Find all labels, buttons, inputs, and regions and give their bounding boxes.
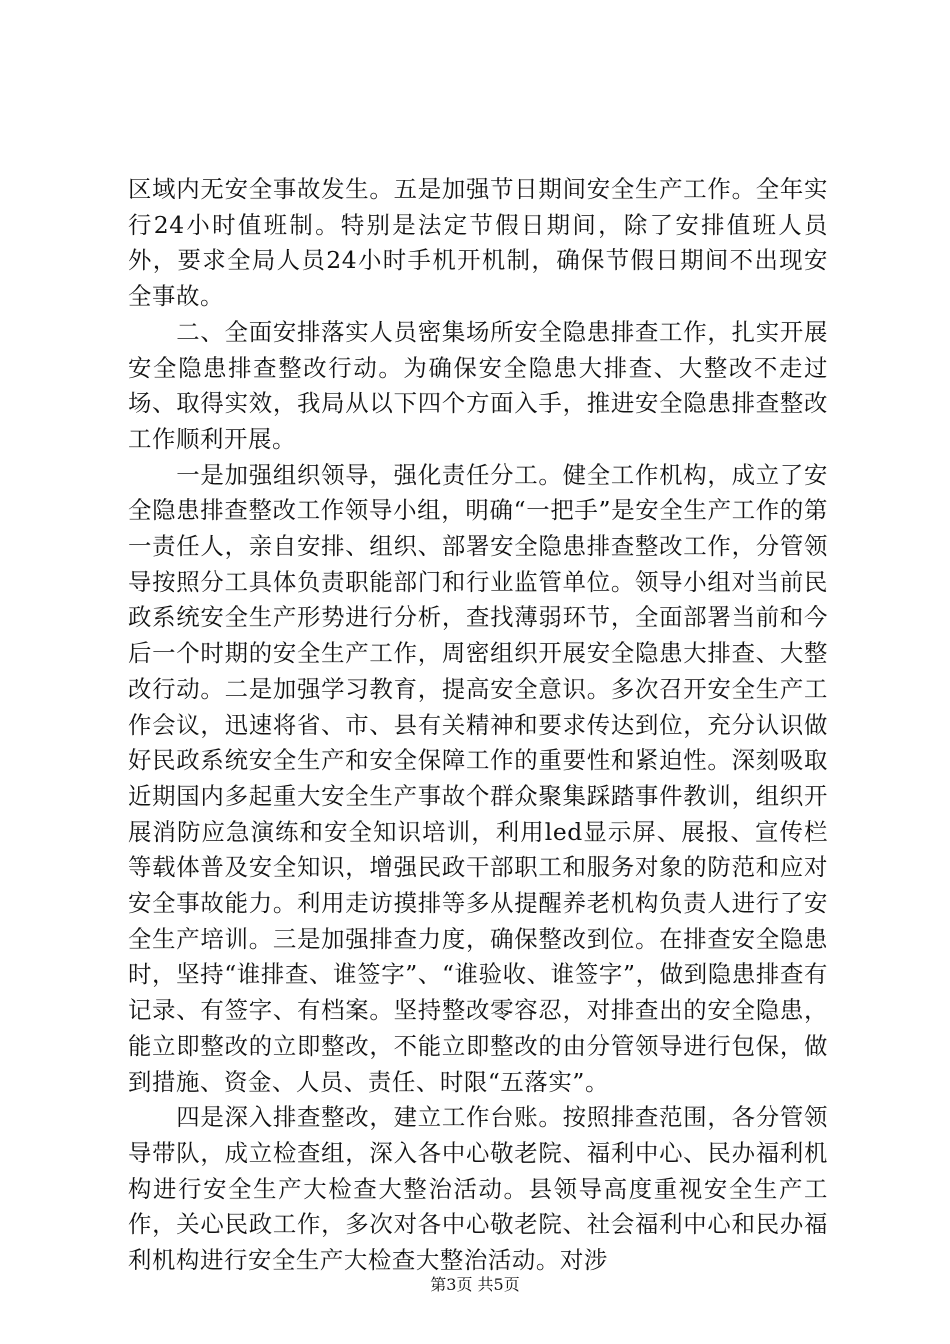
paragraph-2: 二、全面安排落实人员密集场所安全隐患排查工作，扎实开展安全隐患排查整改行动。为确保安全隐患大排查、大整改不走过场、取得实效，我局从以下四个方面入手，推进安全隐患排查整改工作顺利开展。 bbox=[128, 317, 828, 453]
document-body bbox=[128, 172, 828, 1279]
paragraph-1: 区域内无安全事故发生。五是加强节日期间安全生产工作。全年实行24小时值班制。特别是法定节假日期间，除了安排值班人员外，要求全局人员24小时手机开机制，确保节假日期间不出现安全事故。 bbox=[128, 175, 828, 311]
page-number-footer: 第3页 共5页 bbox=[430, 1275, 520, 1294]
paragraph-4: 四是深入排查整改，建立工作台账。按照排查范围，各分管领导带队，成立检查组，深入各中心敬老院、福利中心、民办福利机构进行安全生产大检查大整治活动。县领导高度重视安全生产工作，关心民政工作，多次对各中心敬老院、社会福利中心和民办福利机构进行安全生产大检查大整治活动。对涉 bbox=[128, 1103, 828, 1275]
paragraph-3: 一是加强组织领导，强化责任分工。健全工作机构，成立了安全隐患排查整改工作领导小组，明确“一把手”是安全生产工作的第一责任人，亲自安排、组织、部署安全隐患排查整改工作，分管领导按照分工具体负责职能部门和行业监管单位。领导小组对当前民政系统安全生产形势进行分析，查找薄弱环节，全面部署当前和今后一个时期的安全生产工作，周密组织开展安全隐患大排查、大整改行动。二是加强学习教育，提高安全意识。多次召开安全生产工作会议，迅速将省、市、县有关精神和要求传达到位，充分认识做好民政系统安全生产和安全保障工作的重要性和紧迫性。深刻吸取近期国内多起重大安全生产事故个群众聚集踩踏事件教训，组织开展消防应急演练和安全知识培训，利用led显示屏、展报、宣传栏等载体普及安全知识，增强民政干部职工和服务对象的防范和应对安全事故能力。利用走访摸排等多从提醒养老机构负责人进行了安全生产培训。三是加强排查力度，确保整改到位。在排查安全隐患时，坚持“谁排查、谁签字”、“谁验收、谁签字”，做到隐患排查有记录、有签字、有档案。坚持整改零容忍，对排查出的安全隐患，能立即整改的立即整改，不能立即整改的由分管领导进行包保，做到措施、资金、人员、责任、时限“五落实”。 bbox=[128, 460, 828, 1096]
